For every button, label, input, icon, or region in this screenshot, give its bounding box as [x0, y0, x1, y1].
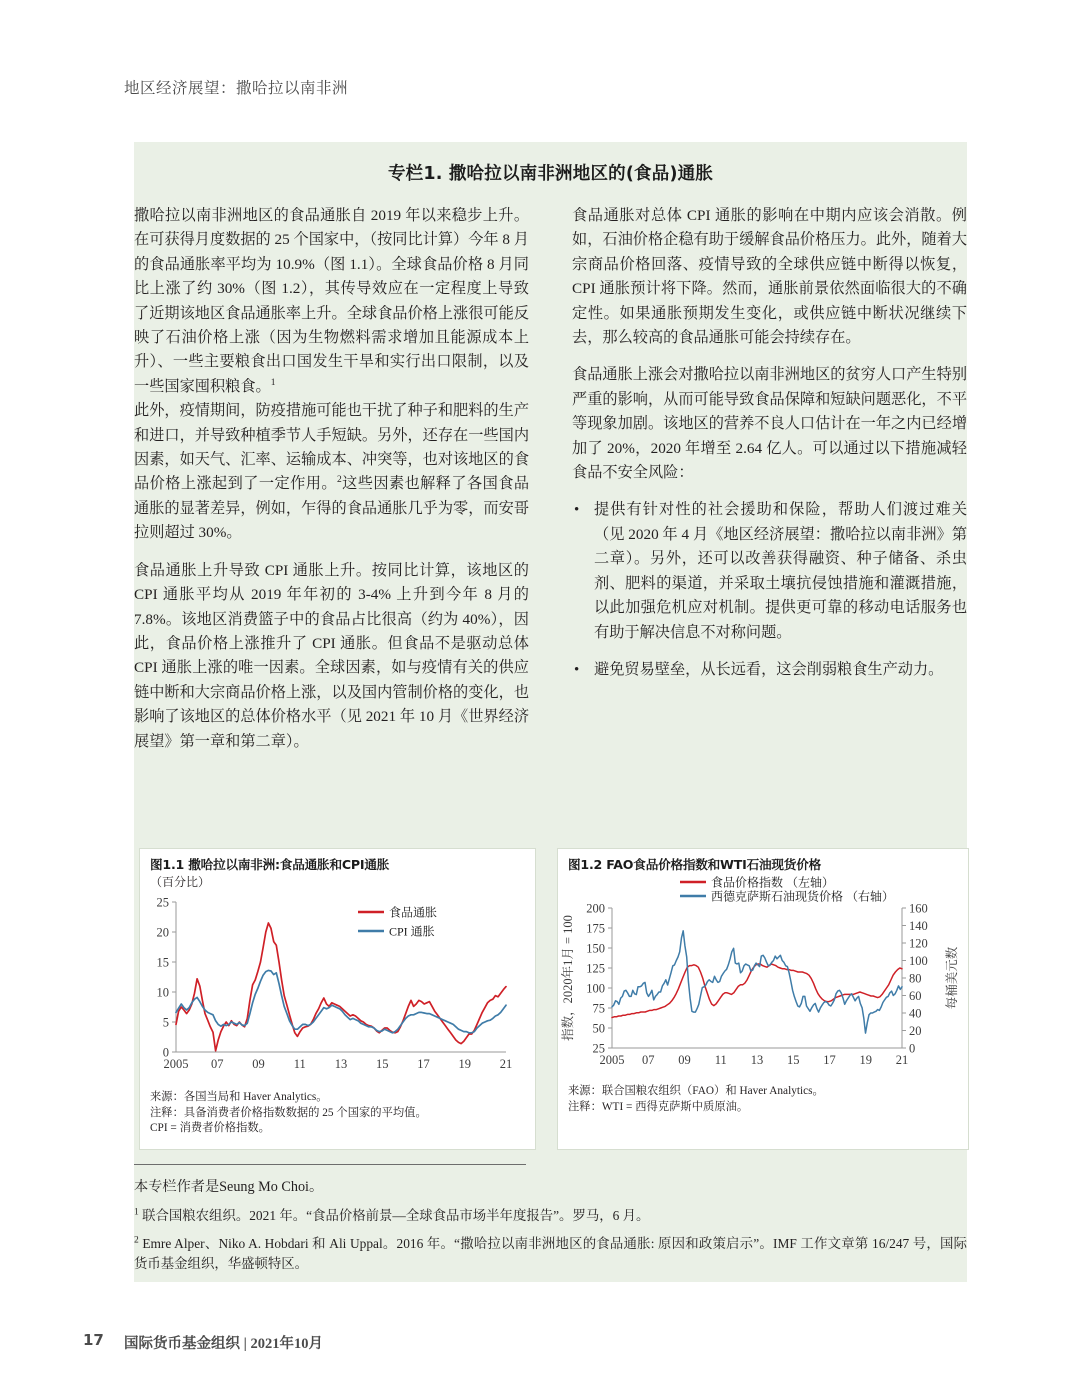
- svg-text:每桶美元数: 每桶美元数: [945, 946, 959, 1010]
- svg-text:15: 15: [376, 1057, 389, 1071]
- figure-1-2-card: [557, 848, 969, 1150]
- svg-text:19: 19: [859, 1053, 872, 1067]
- svg-text:21: 21: [499, 1057, 513, 1071]
- paragraph: 食品通胀对总体 CPI 通胀的影响在中期内应该会消散。例如，石油价格企稳有助于缓解食品价格压力。此外，随着大宗商品价格回落、疫情导致的全球供应链中断得以恢复，CPI 通胀预计将下降。然而，通胀前景依然面临很大的不确定性。如果通胀预期发生变化，或供应链中断状况继续下去，那么较高的食品通胀可能会持续存在。: [572, 207, 967, 347]
- svg-text:160: 160: [909, 901, 928, 916]
- svg-text:100: 100: [586, 981, 605, 996]
- svg-text:0: 0: [909, 1041, 916, 1056]
- footnote-ref-2[interactable]: 2: [336, 475, 342, 486]
- svg-text:食品通胀: 食品通胀: [389, 905, 438, 920]
- figure-1-2-plot: [558, 872, 966, 1084]
- svg-text:25: 25: [592, 1041, 605, 1056]
- svg-text:17: 17: [417, 1057, 430, 1071]
- svg-text:40: 40: [909, 1006, 922, 1021]
- svg-text:75: 75: [592, 1001, 605, 1016]
- figure-1-1-title: 图1.1 撒哈拉以南非洲:食品通胀和CPI通胀: [150, 857, 390, 872]
- left-text-column: [134, 204, 529, 767]
- footnote-text: Emre Alper、Niko A. Hobdari 和 Ali Uppal。2016 年。“撒哈拉以南非洲地区的食品通胀: 原因和政策启示”。IMF 工作文章第 16/247 号，国际货币基金组织，华盛顿特区。: [134, 1236, 967, 1271]
- svg-text:50: 50: [592, 1021, 605, 1036]
- svg-text:80: 80: [909, 971, 922, 986]
- svg-text:09: 09: [678, 1053, 691, 1067]
- svg-text:150: 150: [586, 941, 605, 956]
- svg-text:100: 100: [909, 954, 928, 968]
- svg-text:13: 13: [334, 1057, 348, 1071]
- footnote-ref-1[interactable]: 1: [270, 377, 276, 388]
- svg-text:20: 20: [909, 1024, 922, 1038]
- box-text-columns: [134, 204, 967, 750]
- running-head: 地区经济展望：撒哈拉以南非洲: [124, 80, 349, 97]
- footnote-number: 2: [134, 1235, 139, 1246]
- figure-1-1-subtitle: （百分比）: [150, 875, 211, 889]
- box-author-note: 本专栏作者是Seung Mo Choi。: [134, 1179, 324, 1195]
- svg-text:200: 200: [586, 901, 605, 916]
- svg-text:25: 25: [156, 895, 169, 910]
- svg-text:2005: 2005: [599, 1053, 625, 1067]
- footnote-rule: [134, 1164, 526, 1165]
- box-1-container: [134, 142, 967, 1282]
- svg-text:5: 5: [162, 1015, 169, 1030]
- svg-text:07: 07: [642, 1053, 655, 1067]
- figure-1-2-title: 图1.2 FAO食品价格指数和WTI石油现货价格: [568, 857, 821, 872]
- svg-text:15: 15: [156, 955, 169, 970]
- footnote-1: [134, 1206, 967, 1226]
- svg-text:西德克萨斯石油现货价格 （右轴）: 西德克萨斯石油现货价格 （右轴）: [711, 889, 895, 904]
- bullet-marker: •: [574, 661, 580, 678]
- svg-text:10: 10: [156, 985, 169, 1000]
- paragraph: 食品通胀上涨会对撒哈拉以南非洲地区的贫穷人口产生特别严重的影响，从而可能导致食品保障和短缺问题恶化，不平等现象加剧。该地区的营养不良人口估计在一年之内已经增加了 20%，2020 年增至 2.64 亿人。可以通过以下措施减轻食品不安全风险：: [572, 366, 967, 482]
- footnote-number: 1: [134, 1207, 139, 1218]
- svg-text:CPI 通胀: CPI 通胀: [389, 924, 435, 939]
- svg-text:175: 175: [586, 921, 605, 936]
- figure-1-1-card: [139, 848, 536, 1150]
- svg-text:120: 120: [909, 936, 928, 951]
- svg-text:21: 21: [895, 1053, 909, 1067]
- box-title: 专栏1. 撒哈拉以南非洲地区的(食品)通胀: [387, 164, 714, 184]
- footnote-2: [134, 1234, 967, 1274]
- svg-text:09: 09: [252, 1057, 265, 1071]
- svg-text:食品价格指数 （左轴）: 食品价格指数 （左轴）: [711, 875, 835, 890]
- figure-1-1-plot: [140, 890, 533, 1090]
- footnote-text: 联合国粮农组织。2021 年。“食品价格前景—全球食品市场半年度报告”。罗马，6 月。: [142, 1208, 650, 1223]
- page-footer-text: 国际货币基金组织 | 2021年10月: [124, 1336, 323, 1352]
- svg-text:13: 13: [750, 1053, 764, 1067]
- paragraph: 撒哈拉以南非洲地区的食品通胀自 2019 年以来稳步上升。在可获得月度数据的 25 个国家中，（按同比计算）今年 8 月的食品通胀率平均为 10.9%（图 1.1）。全球食品价格 8 月同比上涨了约 30%（图 1.2），其传导效应在一定程度上导致了近期该地区食品通胀率上升。全球食品价格上涨很可能反映了石油价格上涨（因为生物燃料需求增加且能源成本上升）、一些主要粮食出口国发生干旱和实行出口限制，以及一些国家囤积粮食。$^1$: [134, 207, 529, 395]
- bullet-text: 避免贸易壁垒，从长远看，这会削弱粮食生产动力。: [594, 660, 944, 678]
- svg-text:19: 19: [458, 1057, 471, 1071]
- figure-1-1-note-2: CPI = 消费者价格指数。: [150, 1122, 270, 1134]
- svg-text:07: 07: [211, 1057, 224, 1071]
- bullet-text: 提供有针对性的社会援助和保险，帮助人们渡过难关（见 2020 年 4 月《地区经济展望：撒哈拉以南非洲》第二章）。另外，还可以改善获得融资、种子储备、杀虫剂、肥料的渠道，并采取土壤抗侵蚀措施和灌溉措施，以此加强危机应对机制。提供更可靠的移动电话服务也有助于解决信息不对称问题。: [594, 501, 967, 641]
- svg-text:0: 0: [162, 1045, 169, 1060]
- figure-1-2-source: 来源：联合国粮农组织（FAO）和 Haver Analytics。: [568, 1085, 824, 1097]
- bullet-item: [572, 658, 967, 682]
- svg-text:60: 60: [909, 989, 922, 1003]
- figure-1-1-note-1: 注释：具备消费者价格指数数据的 25 个国家的平均值。: [150, 1106, 427, 1119]
- bullet-marker: •: [574, 502, 580, 519]
- svg-text:125: 125: [586, 961, 605, 976]
- svg-text:11: 11: [293, 1057, 306, 1071]
- figure-1-1-source: 来源：各国当局和 Haver Analytics。: [150, 1091, 328, 1103]
- svg-text:20: 20: [156, 925, 169, 940]
- paragraph: 食品通胀上升导致 CPI 通胀上升。按同比计算，该地区的 CPI 通胀平均从 2019 年年初的 3-4% 上升到今年 8 月的 7.8%。该地区消费篮子中的食品占比很高（约为 40%），因此，食品价格上涨推升了 CPI 通胀。但食品不是驱动总体 CPI 通胀上涨的唯一因素。全球因素，如与疫情有关的供应链中断和大宗商品价格上涨，以及国内管制价格的变化，也影响了该地区的总体价格水平（见 2021 年 10 月《世界经济展望》第一章和第二章）。: [134, 561, 530, 750]
- page-number: 17: [83, 1331, 104, 1349]
- svg-text:17: 17: [823, 1053, 836, 1067]
- paragraph: 此外，疫情期间，防疫措施可能也干扰了种子和肥料的生产和进口，并导致种植季节人手短缺。另外，还存在一些国内因素，如天气、汇率、运输成本、冲突等，也对该地区的食品价格上涨起到了一定作用。$^2$这些因素也解释了各国食品通胀的显著差异，例如，乍得的食品通胀几乎为零，而安哥拉则超过 30%。: [134, 402, 530, 542]
- svg-text:2005: 2005: [163, 1057, 189, 1071]
- bullet-item: [572, 498, 967, 644]
- svg-text:指数，2020年1月 = 100: 指数，2020年1月 = 100: [561, 915, 575, 1041]
- svg-text:15: 15: [787, 1053, 800, 1067]
- svg-text:140: 140: [909, 919, 928, 933]
- right-text-column: [572, 204, 967, 695]
- svg-text:11: 11: [714, 1053, 727, 1067]
- figure-1-2-note-1: 注释：WTI = 西得克萨斯中质原油。: [568, 1100, 749, 1113]
